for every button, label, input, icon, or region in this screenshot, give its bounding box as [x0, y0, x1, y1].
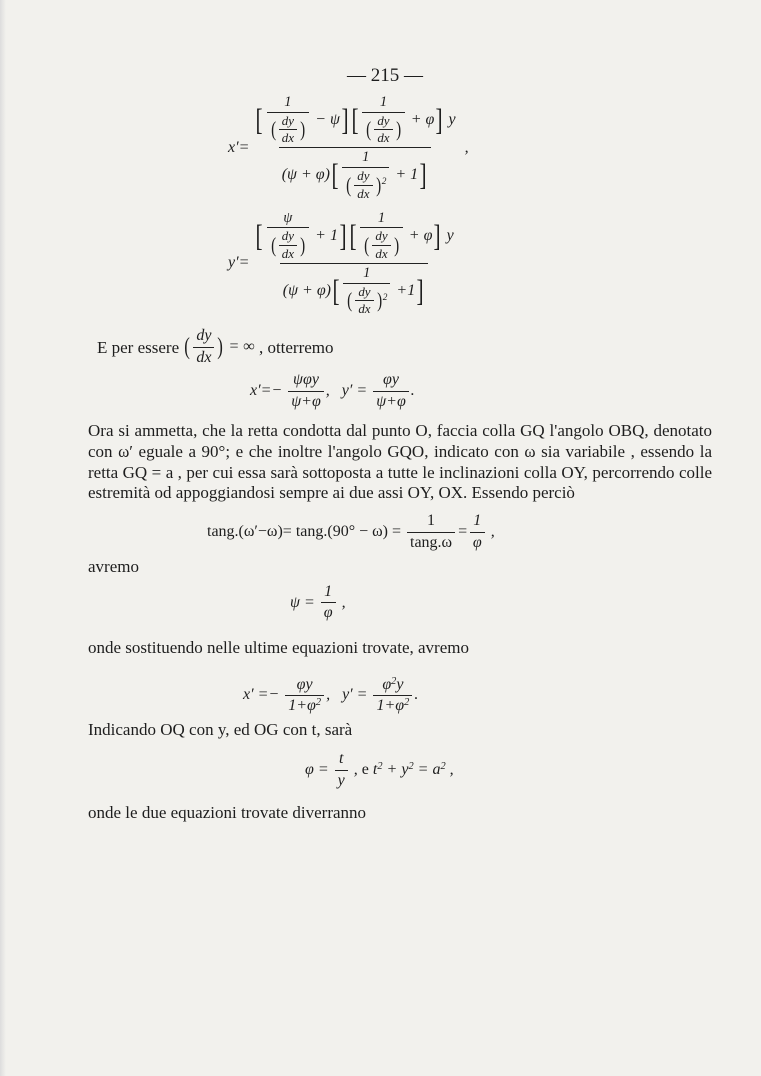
right-paren: )	[217, 334, 224, 361]
math-text: φy	[383, 371, 399, 389]
math-text: dx	[357, 185, 370, 201]
math-text: 1	[473, 512, 482, 530]
fraction	[279, 229, 297, 262]
text-line-per-essere	[97, 327, 712, 367]
math-text: +1	[392, 282, 416, 299]
fraction	[354, 169, 372, 202]
numerator	[290, 371, 322, 390]
equation-psi	[290, 583, 712, 623]
fraction	[251, 210, 456, 318]
denominator	[321, 602, 336, 622]
denominator	[470, 532, 485, 552]
denominator	[355, 300, 373, 317]
math-text: + 1	[391, 166, 419, 184]
math-text: dx	[281, 246, 294, 262]
math-text: y′ =	[342, 686, 372, 704]
numerator	[360, 265, 373, 283]
numerator	[372, 229, 390, 245]
numerator	[279, 229, 297, 245]
superscript: 2	[408, 761, 414, 773]
numerator	[377, 94, 390, 112]
denominator	[285, 695, 324, 715]
math-text: 1	[379, 94, 388, 110]
numerator	[375, 210, 388, 228]
math-text: φy	[296, 675, 313, 693]
math-text: 1+φ	[376, 697, 405, 715]
math-text: 1	[377, 209, 386, 226]
math-text: + φ	[404, 226, 433, 244]
denominator	[267, 227, 310, 262]
denominator	[372, 245, 390, 262]
numerator	[359, 149, 372, 167]
right-paren: )	[300, 232, 306, 257]
math-text: ,	[337, 593, 346, 611]
math-text: + φ	[406, 110, 435, 128]
left-bracket: [	[255, 218, 264, 253]
fraction	[321, 583, 336, 623]
math-text: + y	[382, 761, 409, 779]
equation-xy-phi	[243, 676, 712, 716]
math-text: x′=−	[250, 381, 287, 399]
math-text: − ψ	[311, 110, 340, 128]
text-segment: E per essere	[97, 337, 184, 357]
math-text: dy	[281, 228, 294, 244]
math-text: 1	[362, 149, 370, 166]
numerator	[279, 114, 297, 130]
fraction	[362, 94, 405, 146]
fraction	[342, 149, 389, 201]
math-text: ψ+φ	[376, 392, 406, 410]
math-text: (ψ + φ)	[282, 282, 331, 299]
denominator	[279, 245, 297, 262]
fraction	[343, 265, 390, 317]
numerator	[251, 210, 456, 263]
page-body	[88, 64, 712, 823]
math-text: ,	[445, 761, 454, 779]
math-text: ,	[325, 381, 330, 399]
math-text: dx	[377, 130, 390, 146]
denominator	[279, 147, 432, 201]
math-roman-text: 1	[427, 512, 436, 530]
fraction	[267, 210, 310, 262]
fraction	[373, 371, 409, 411]
math-text: dx	[375, 246, 388, 262]
numerator	[379, 676, 406, 695]
text-avremo: avremo	[88, 556, 139, 576]
equation-phi-t-y	[305, 750, 712, 790]
numerator	[281, 94, 294, 112]
math-text: y	[337, 771, 345, 789]
left-bracket: [	[255, 102, 264, 137]
math-roman-text: tang.(ω′−ω)= tang.(90° − ω) =	[207, 522, 405, 540]
denominator	[267, 112, 310, 147]
math-text: dx	[196, 348, 212, 366]
denominator	[288, 391, 324, 411]
denominator	[374, 129, 392, 146]
math-text: φ =	[305, 761, 333, 779]
numerator	[193, 327, 214, 346]
superscript: 2	[381, 177, 387, 188]
numerator	[280, 210, 295, 228]
fraction	[288, 371, 324, 411]
numerator	[294, 676, 316, 695]
left-paren: (	[270, 117, 276, 142]
superscript: 2	[404, 697, 410, 709]
denominator	[373, 391, 409, 411]
right-paren: )	[376, 288, 382, 313]
math-text: ,	[326, 686, 331, 704]
numerator	[354, 169, 372, 185]
math-text: 1+φ	[288, 697, 316, 715]
fraction	[372, 229, 390, 262]
math-text: dx	[358, 301, 371, 317]
math-text: y′=	[228, 254, 250, 272]
denominator	[193, 347, 214, 367]
fraction	[407, 512, 455, 552]
inline-derivative-infinity	[183, 327, 254, 367]
numerator	[336, 750, 346, 769]
right-bracket: ]	[341, 102, 349, 137]
math-roman-text: e	[361, 761, 369, 779]
math-text: = ∞	[224, 338, 255, 356]
denominator	[354, 185, 372, 202]
denominator	[360, 227, 403, 262]
math-text: dx	[281, 130, 294, 146]
fraction	[285, 676, 324, 716]
numerator	[380, 371, 402, 390]
right-bracket: ]	[433, 218, 442, 253]
left-paren: (	[366, 117, 372, 142]
right-paren: )	[393, 232, 399, 257]
math-text: dy	[196, 327, 212, 345]
left-paren: (	[347, 288, 353, 313]
math-text: dy	[281, 112, 294, 128]
math-text: x′ =−	[243, 686, 284, 704]
math-text: φ	[323, 604, 333, 622]
superscript: 2	[315, 697, 322, 709]
math-text: y	[396, 675, 404, 693]
left-paren: (	[184, 334, 191, 361]
page-edge-shadow	[0, 0, 6, 1076]
math-text: 1	[284, 94, 292, 110]
math-text: φ	[472, 533, 482, 551]
equation-y-prime	[228, 210, 712, 318]
denominator	[407, 532, 455, 552]
right-bracket: ]	[435, 102, 443, 137]
fraction	[373, 676, 412, 716]
math-group	[228, 254, 249, 272]
math-text: 1	[363, 265, 371, 282]
denominator	[342, 167, 389, 202]
denominator	[373, 695, 412, 715]
math-text: t	[368, 761, 378, 779]
math-text: dy	[375, 228, 388, 244]
text-segment: , otterremo	[254, 337, 334, 357]
text-indicando: Indicando OQ con y, ed OG con t, sarà	[88, 720, 353, 740]
right-paren: )	[300, 117, 306, 142]
text-onde-le-due: onde le due equazioni trovate diverranno	[88, 803, 367, 823]
fraction	[193, 327, 214, 367]
math-text: + 1	[311, 226, 338, 244]
superscript: 2	[382, 292, 388, 303]
numerator	[355, 285, 373, 301]
superscript: 2	[377, 761, 383, 773]
denominator	[280, 263, 429, 317]
fraction	[470, 512, 485, 552]
math-text: ψφy	[293, 371, 319, 389]
numerator	[251, 94, 458, 147]
math-text: (ψ + φ)	[281, 166, 330, 184]
superscript: 2	[440, 761, 446, 773]
denominator	[362, 112, 405, 147]
fraction	[251, 94, 458, 202]
page-number: — 215 —	[347, 65, 423, 86]
paragraph-ora-si-ammetta: Ora si ammetta, che la retta condotta dal punto O, faccia colla GQ l'angolo OBQ, denotato con ω′ eguale a 90°; e che inoltre l'angolo GQO, indicato con ω sia variabile , essendo la retta GQ = a , per cui essa sarà sottoposta a tutte le inclinazioni colla OY, percorrendo colle estremità od appoggiandosi sempre ai due assi OY, OX. Essendo perciò	[88, 420, 712, 503]
math-text: = a	[413, 761, 441, 779]
numerator	[424, 512, 438, 531]
superscript: 2	[391, 675, 397, 687]
denominator	[343, 283, 390, 318]
right-paren: )	[375, 172, 381, 197]
left-paren: (	[346, 172, 352, 197]
math-text: ,	[349, 761, 362, 779]
math-text: y	[444, 110, 456, 128]
denominator	[279, 129, 297, 146]
fraction	[355, 285, 373, 318]
equation-xy-psi-phi	[250, 371, 712, 411]
math-text: dy	[357, 167, 370, 183]
math-text: ,	[460, 138, 469, 156]
math-text: .	[414, 686, 419, 704]
left-bracket: [	[351, 102, 359, 137]
denominator	[335, 770, 348, 790]
math-group	[228, 139, 249, 157]
equation-x-prime	[228, 94, 712, 202]
fraction	[360, 210, 403, 262]
math-text: ψ	[283, 209, 293, 226]
fraction	[279, 114, 297, 147]
text-onde-sostituendo: onde sostituendo nelle ultime equazioni trovate, avremo	[88, 637, 469, 657]
fraction	[267, 94, 310, 146]
math-text: ψ =	[290, 593, 319, 611]
right-bracket: ]	[339, 218, 347, 253]
left-bracket: [	[331, 158, 339, 193]
math-text: ψ+φ	[291, 392, 321, 410]
right-bracket: ]	[419, 158, 427, 193]
math-text: .	[410, 381, 415, 399]
left-paren: (	[364, 232, 370, 257]
fraction	[374, 114, 392, 147]
numerator	[470, 512, 484, 531]
left-bracket: [	[332, 274, 340, 308]
numerator	[321, 583, 335, 602]
math-text: dy	[358, 283, 371, 299]
right-paren: )	[395, 117, 401, 142]
math-text: 1	[324, 582, 333, 600]
left-paren: (	[270, 232, 276, 257]
math-text: ,	[486, 522, 495, 540]
math-roman-text: tang.ω	[410, 533, 453, 551]
right-bracket: ]	[416, 274, 424, 308]
left-bracket: [	[349, 218, 357, 253]
math-text: φ	[382, 675, 392, 693]
math-text: t	[338, 750, 344, 768]
math-text: x′=	[228, 138, 250, 156]
math-text: dy	[377, 112, 390, 128]
fraction	[335, 750, 348, 790]
math-text: y′ =	[341, 381, 372, 399]
numerator	[374, 114, 392, 130]
math-text: =	[457, 522, 468, 540]
math-text: y	[442, 226, 454, 244]
equation-tangent	[207, 512, 712, 552]
